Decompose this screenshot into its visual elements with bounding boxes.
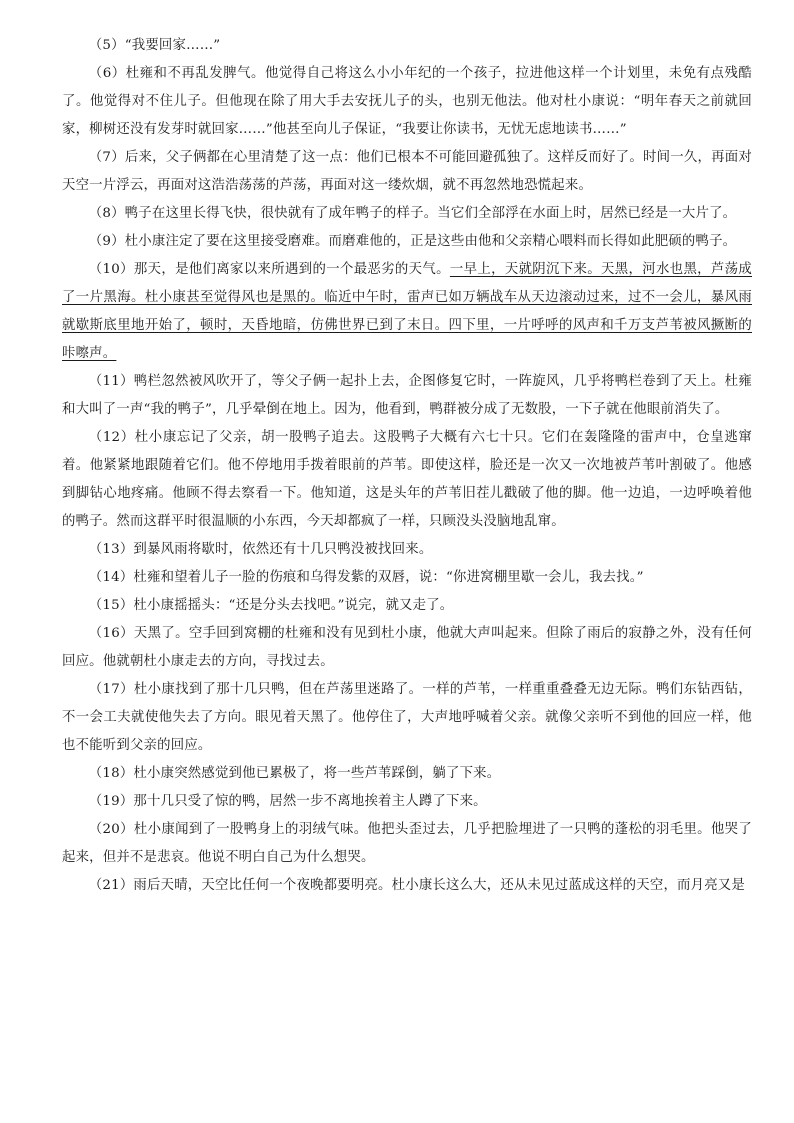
paragraph-12: （12）杜小康忘记了父亲，胡一股鸭子追去。这股鸭子大概有六七十只。它们在轰隆隆的雷声中，仓皇逃窜着。他紧紧地跟随着它们。他不停地用手拨着眼前的芦苇。即使这样，脸还是一次又一次地被芦苇叶割破了。他感到脚钻心地疼痛。他顾不得去察看一下。他知道，这是头年的芦苇旧茬儿戳破了他的脚。他一边追，一边呼唤着他的鸭子。然而这群平时很温顺的小东西，今天却都疯了一样，只顾没头没脑地乱窜。: [62, 430, 752, 529]
paragraph-17: （17）杜小康找到了那十几只鸭，但在芦荡里迷路了。一样的芦苇，一样重重叠叠无边无际。鸭们东钻西钻，不一会工夫就使他失去了方向。眼见着天黑了。他停住了，大声地呼喊着父亲。就像父亲听不到他的回应一样，他也不能听到父亲的回应。: [62, 682, 752, 753]
paragraph-5: （5）“我要回家……”: [88, 38, 221, 53]
paragraph-16: （16）天黑了。空手回到窝棚的杜雍和没有见到杜小康，他就大声叫起来。但除了雨后的寂静之外，没有任何回应。他就朝杜小康走去的方向，寻找过去。: [62, 626, 752, 669]
paragraph-11: （11）鸭栏忽然被风吹开了，等父子俩一起扑上去，企图修复它时，一阵旋风，几乎将鸭栏卷到了天上。杜雍和大叫了一声“我的鸭子”，几乎晕倒在地上。因为，他看到，鸭群被分成了无数股，一下子就在他眼前消失了。: [62, 374, 752, 417]
paragraph-10-underlined: 一早上，天就阴沉下来。天黑，河水也黑，芦荡成了一片黑海。杜小康甚至觉得风也是黑的。临近中午时，雷声已如万辆战车从天边滚动过来，过不一会儿，暴风雨就歇斯底里地开始了，顿时，天昏地暗，仿佛世界已到了末日。四下里，一片呼呼的风声和千万支芦苇被风撅断的咔嚓声。: [62, 262, 752, 361]
paragraph-9: （9）杜小康注定了要在这里接受磨难。而磨难他的，正是这些由他和父亲精心喂料而长得如此肥硕的鸭子。: [88, 234, 737, 249]
paragraph-21: （21）雨后天晴，天空比任何一个夜晚都要明亮。杜小康长这么大，还从未见过蓝成这样的天空，而月亮又是: [88, 878, 745, 893]
paragraph-18: （18）杜小康突然感觉到他已累极了，将一些芦苇踩倒，躺了下来。: [88, 766, 501, 781]
paragraph-14: （14）杜雍和望着儿子一脸的伤痕和乌得发紫的双唇，说：“你进窝棚里歇一会儿，我去找。”: [88, 570, 644, 585]
paragraph-10-plain: （10）那天，是他们离家以来所遇到的一个最恶劣的天气。: [88, 262, 450, 277]
document-page: [62, 32, 752, 900]
paragraph-19: （19）那十几只受了惊的鸭，居然一步不离地挨着主人蹲了下来。: [88, 794, 487, 809]
paragraph-15: （15）杜小康摇摇头：“还是分头去找吧。”说完，就又走了。: [88, 598, 454, 613]
paragraph-8: （8）鸭子在这里长得飞快，很快就有了成年鸭子的样子。当它们全部浮在水面上时，居然已经是一大片了。: [88, 206, 737, 221]
paragraph-20: （20）杜小康闻到了一股鸭身上的羽绒气味。他把头歪过去，几乎把脸埋进了一只鸭的蓬松的羽毛里。他哭了起来，但并不是悲哀。他说不明白自己为什么想哭。: [62, 822, 752, 865]
paragraph-10: [62, 256, 752, 368]
paragraph-6: （6）杜雍和不再乱发脾气。他觉得自己将这么小小年纪的一个孩子，拉进他这样一个计划里，未免有点残酷了。他觉得对不住儿子。但他现在除了用大手去安抚儿子的头，也别无他法。他对杜小康说：“明年春天之前就回家，柳树还没有发芽时就回家……”他甚至向儿子保证，“我要让你读书，无忧无虑地读书……”: [62, 66, 752, 137]
paragraph-7: （7）后来，父子俩都在心里清楚了这一点：他们已根本不可能回避孤独了。这样反而好了。时间一久，再面对天空一片浮云，再面对这浩浩荡荡的芦荡，再面对这一缕炊烟，就不再忽然地恐慌起来。: [62, 150, 752, 193]
paragraph-13: （13）到暴风雨将歇时，依然还有十几只鸭没被找回来。: [88, 542, 433, 557]
